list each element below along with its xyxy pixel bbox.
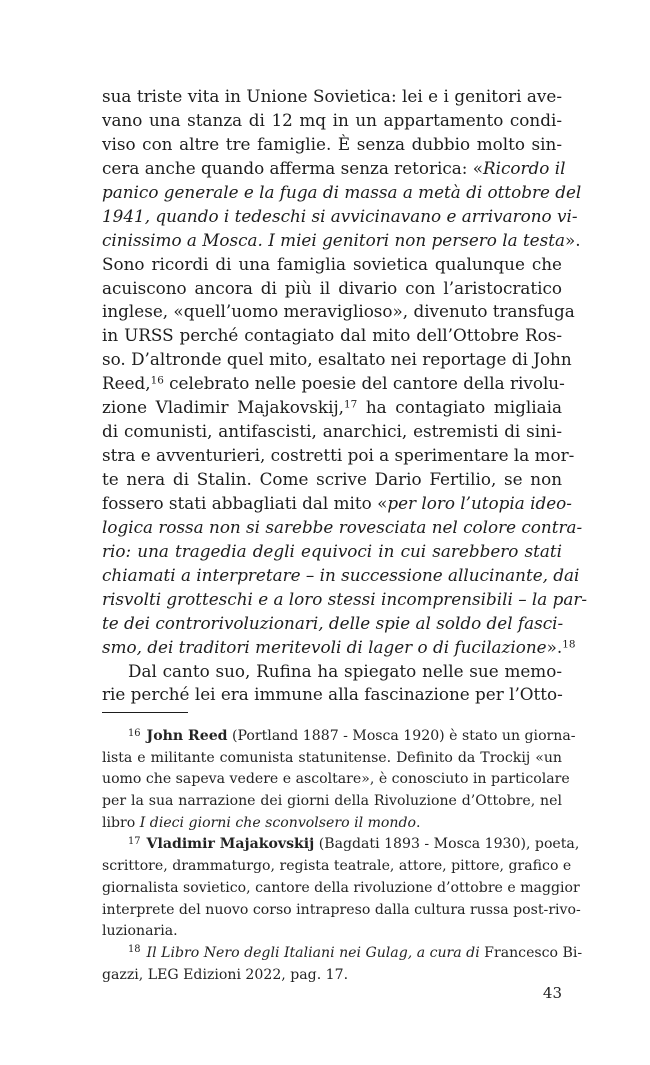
body-line [102, 612, 562, 636]
text-run: ha contagiato migliaia [357, 397, 562, 418]
footnote-ref: 16 [150, 374, 164, 387]
text-run: luzionaria. [102, 923, 178, 940]
footnote-line [102, 726, 576, 748]
footnote-line [102, 965, 562, 987]
footnote-line [102, 769, 570, 791]
footnote-line [102, 834, 580, 856]
text-run: uomo che sapeva vedere e ascoltare», è conosciuto in particolare [102, 771, 570, 788]
italic-text: rio: una tragedia degli equivoci in cui sarebbero stati [102, 540, 562, 561]
text-run: sua triste vita in Unione Sovietica: lei e i genitori ave- [102, 86, 562, 106]
footnote-line [102, 813, 562, 835]
body-line [102, 396, 562, 420]
text-run: interprete del nuovo corso intrapreso dalla cultura russa post-rivo- [102, 901, 581, 918]
body-line [102, 348, 572, 372]
body-line [102, 277, 562, 301]
text-run: te nera di Stalin. Come scrive Dario Fertilio, se non [102, 469, 562, 489]
body-line [102, 444, 575, 468]
italic-text: logica rossa non si sarebbe rovesciata nel colore contra- [102, 516, 583, 537]
italic-text: chiamati a interpretare – in successione allucinante, dai [102, 564, 580, 585]
text-run: (Portland 1887 - Mosca 1920) è stato un giorna- [227, 728, 576, 744]
italic-text: per loro l’utopia ideo- [387, 492, 572, 513]
body-line [102, 133, 562, 157]
body-text [102, 85, 588, 707]
footnote-line [102, 943, 583, 965]
italic-text: smo, dei traditori meritevoli di lager o di fucilazione [102, 636, 547, 657]
text-run: giornalista sovietico, cantore della rivoluzione d’ottobre e maggior [102, 879, 580, 896]
text-run: stra e avventurieri, costretti poi a sperimentare la mor- [102, 445, 575, 466]
footnotes [102, 726, 583, 986]
bold-text: Vladimir Majakovskij [146, 836, 315, 853]
text-run: gazzi, LEG Edizioni 2022, pag. 17. [102, 966, 349, 983]
page-number: 43 [542, 984, 562, 1002]
text-run: lista e militante comunista statunitense. Definito da Trockij «un [102, 749, 562, 766]
text-run: per la sua narrazione dei giorni della Rivoluzione d’Ottobre, nel [102, 793, 562, 810]
footnote-line [102, 856, 572, 878]
footnote-line [102, 791, 562, 813]
body-line [102, 181, 582, 205]
footnote-line [102, 900, 581, 922]
text-run: in URSS perché contagiato dal mito dell’Ottobre Ros- [102, 325, 562, 346]
body-line [102, 588, 588, 612]
text-run: celebrato nelle poesie del cantore della rivolu- [163, 373, 565, 394]
body-line [102, 420, 562, 444]
footnote-number: 17 [128, 836, 141, 847]
body-line [102, 636, 576, 660]
body-line [102, 660, 562, 684]
text-run: viso con altre tre famiglie. È senza dubbio molto sin- [102, 133, 562, 154]
footnote-separator [102, 712, 188, 713]
body-line [102, 324, 562, 348]
text-run: di comunisti, antifascisti, anarchici, estremisti di sini- [102, 421, 562, 442]
text-run: cera anche quando afferma senza retorica: « [102, 157, 484, 178]
footnote-line [102, 921, 562, 943]
text-run: ». [546, 636, 563, 657]
text-run: so. D’altronde quel mito, esaltato nei reportage di John [102, 349, 572, 370]
body-line [102, 564, 580, 588]
body-line [102, 540, 562, 564]
bold-text: John Reed [146, 728, 228, 744]
text-run: acuiscono ancora di più il divario con l’aristocratico [102, 277, 562, 298]
text-run: inglese, «quell’uomo meraviglioso», divenuto transfuga [102, 301, 575, 322]
italic-text: risvolti grotteschi e a loro stessi incomprensibili – la par- [102, 588, 588, 609]
body-line [102, 85, 562, 109]
text-run: vano una stanza di 12 mq in un appartamento condi- [102, 109, 562, 130]
italic-text: 1941, quando i tedeschi si avvicinavano e arrivarono vi- [102, 205, 578, 226]
italic-text: Il Libro Nero degli Italiani nei Gulag, a cura di [146, 944, 480, 961]
body-line [102, 468, 562, 492]
text-run: fossero stati abbagliati dal mito « [102, 492, 388, 513]
text-run: Dal canto suo, Rufina ha spiegato nelle sue memo- [128, 660, 562, 681]
body-line [102, 516, 583, 540]
text-run: libro [102, 814, 140, 831]
body-line [102, 372, 565, 396]
footnote-ref: 17 [343, 398, 358, 411]
body-line [102, 300, 575, 324]
italic-text: panico generale e la fuga di massa a metà di ottobre del [102, 181, 582, 202]
body-line [102, 683, 562, 707]
footnote-ref: 18 [562, 637, 576, 650]
italic-text: te dei controrivoluzionari, delle spie al soldo del fasci- [102, 612, 564, 633]
italic-text: cinissimo a Mosca. I miei genitori non persero la testa [102, 229, 565, 250]
body-line [102, 109, 562, 133]
footnote-number: 16 [128, 727, 141, 739]
text-run: zione Vladimir Majakovskij, [102, 397, 344, 418]
body-line [102, 229, 581, 253]
italic-text: I dieci giorni che sconvolsero il mondo [139, 814, 417, 831]
body-line [102, 157, 566, 181]
body-line [102, 492, 572, 516]
body-line [102, 253, 562, 277]
text-run: rie perché lei era immune alla fascinazione per l’Otto- [102, 684, 563, 705]
text-run: Francesco Bi- [479, 944, 583, 961]
italic-text: Ricordo il [483, 157, 566, 178]
footnote-line [102, 748, 562, 770]
text-run: ». [564, 229, 581, 250]
footnote-line [102, 878, 580, 900]
footnote-number: 18 [128, 944, 141, 956]
text-run: Sono ricordi di una famiglia sovietica qualunque che [102, 253, 562, 274]
text-run: Reed, [102, 373, 151, 394]
body-line [102, 205, 578, 229]
text-run: . [416, 814, 421, 831]
text-run: scrittore, drammaturgo, regista teatrale, attore, pittore, grafico e [102, 858, 572, 875]
text-run: (Bagdati 1893 - Mosca 1930), poeta, [314, 836, 580, 853]
